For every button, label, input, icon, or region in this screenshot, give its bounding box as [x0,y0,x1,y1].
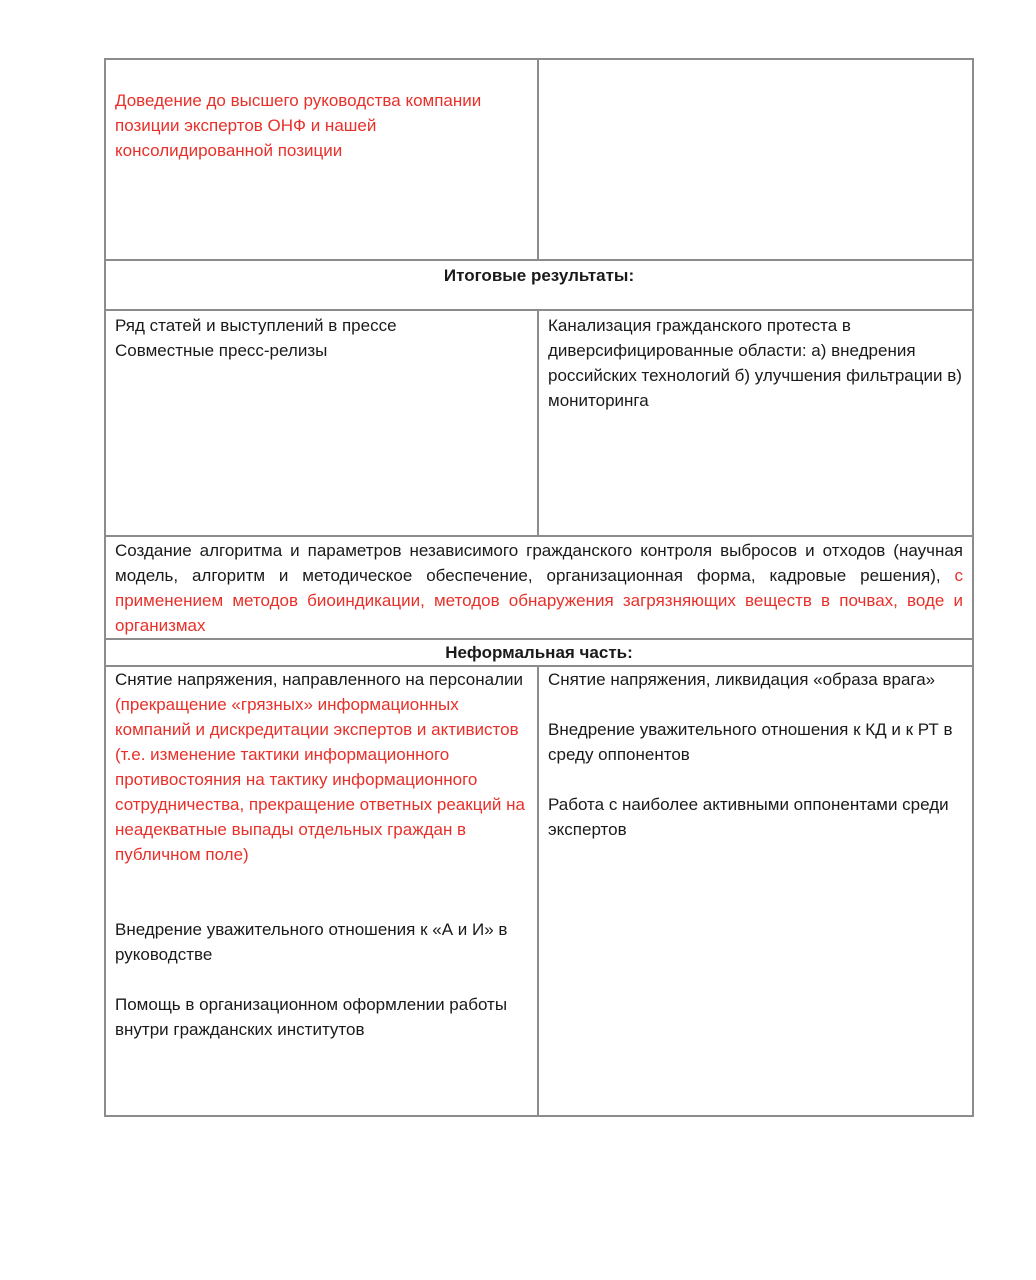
table-row-results [105,310,973,536]
table-row-civil-control [105,536,973,639]
cell-empty [538,59,973,260]
cell-informal-right [538,666,973,1116]
cell-protest-channeling [538,310,973,536]
tension-personal-text [115,667,528,867]
protest-channeling-text: Канализация гражданского протеста в диверсифицированные области: а) внедрения российских технологий б) улучшения фильтрации в) мониторинга [548,316,962,410]
cell-management-goal [105,59,538,260]
table-row-goals [105,59,973,260]
active-opponents-text: Работа с наиболее активными оппонентами среди экспертов [548,795,949,839]
respect-management-text: Внедрение уважительного отношения к «А и И» в руководстве [115,920,508,964]
informal-header: Неформальная часть: [445,643,633,662]
tension-personal-black: Снятие напряжения, направленного на персоналии [115,670,523,689]
document-table [104,58,974,1117]
results-header-cell [105,260,973,310]
press-releases-text: Совместные пресс-релизы [115,341,328,360]
civil-control-text [115,538,963,638]
management-goal-text: Доведение до высшего руководства компании позиции экспертов ОНФ и нашей консолидированной позиции [115,91,482,160]
tension-personal-red: (прекращение «грязных» информационных компаний и дискредитации экспертов и активистов (т.е. изменение тактики информационного противостояния на тактику информационного сотрудничества, прекращение ответных реакций на неадекватные выпады отдельных граждан в публичном поле) [115,695,525,864]
informal-header-cell [105,639,973,666]
cell-informal-left [105,666,538,1116]
enemy-image-text: Снятие напряжения, ликвидация «образа врага» [548,670,936,689]
cell-press-results [105,310,538,536]
civil-control-black: Создание алгоритма и параметров независимого гражданского контроля выбросов и отходов (научная модель, алгоритм и методическое обеспечение, организационная форма, кадровые решения), [115,541,963,585]
organizational-help-text: Помощь в организационном оформлении работы внутри гражданских институтов [115,995,508,1039]
press-articles-text: Ряд статей и выступлений в прессе [115,316,397,335]
results-header: Итоговые результаты: [443,266,635,285]
cell-civil-control [105,536,973,639]
table-row-informal-header [105,639,973,666]
respect-opponents-text: Внедрение уважительного отношения к КД и к РТ в среду оппонентов [548,720,953,764]
table-row-informal [105,666,973,1116]
civil-control-red: с применением методов биоиндикации, методов обнаружения загрязняющих веществ в почвах, воде и организмах [115,566,963,635]
table-row-results-header [105,260,973,310]
